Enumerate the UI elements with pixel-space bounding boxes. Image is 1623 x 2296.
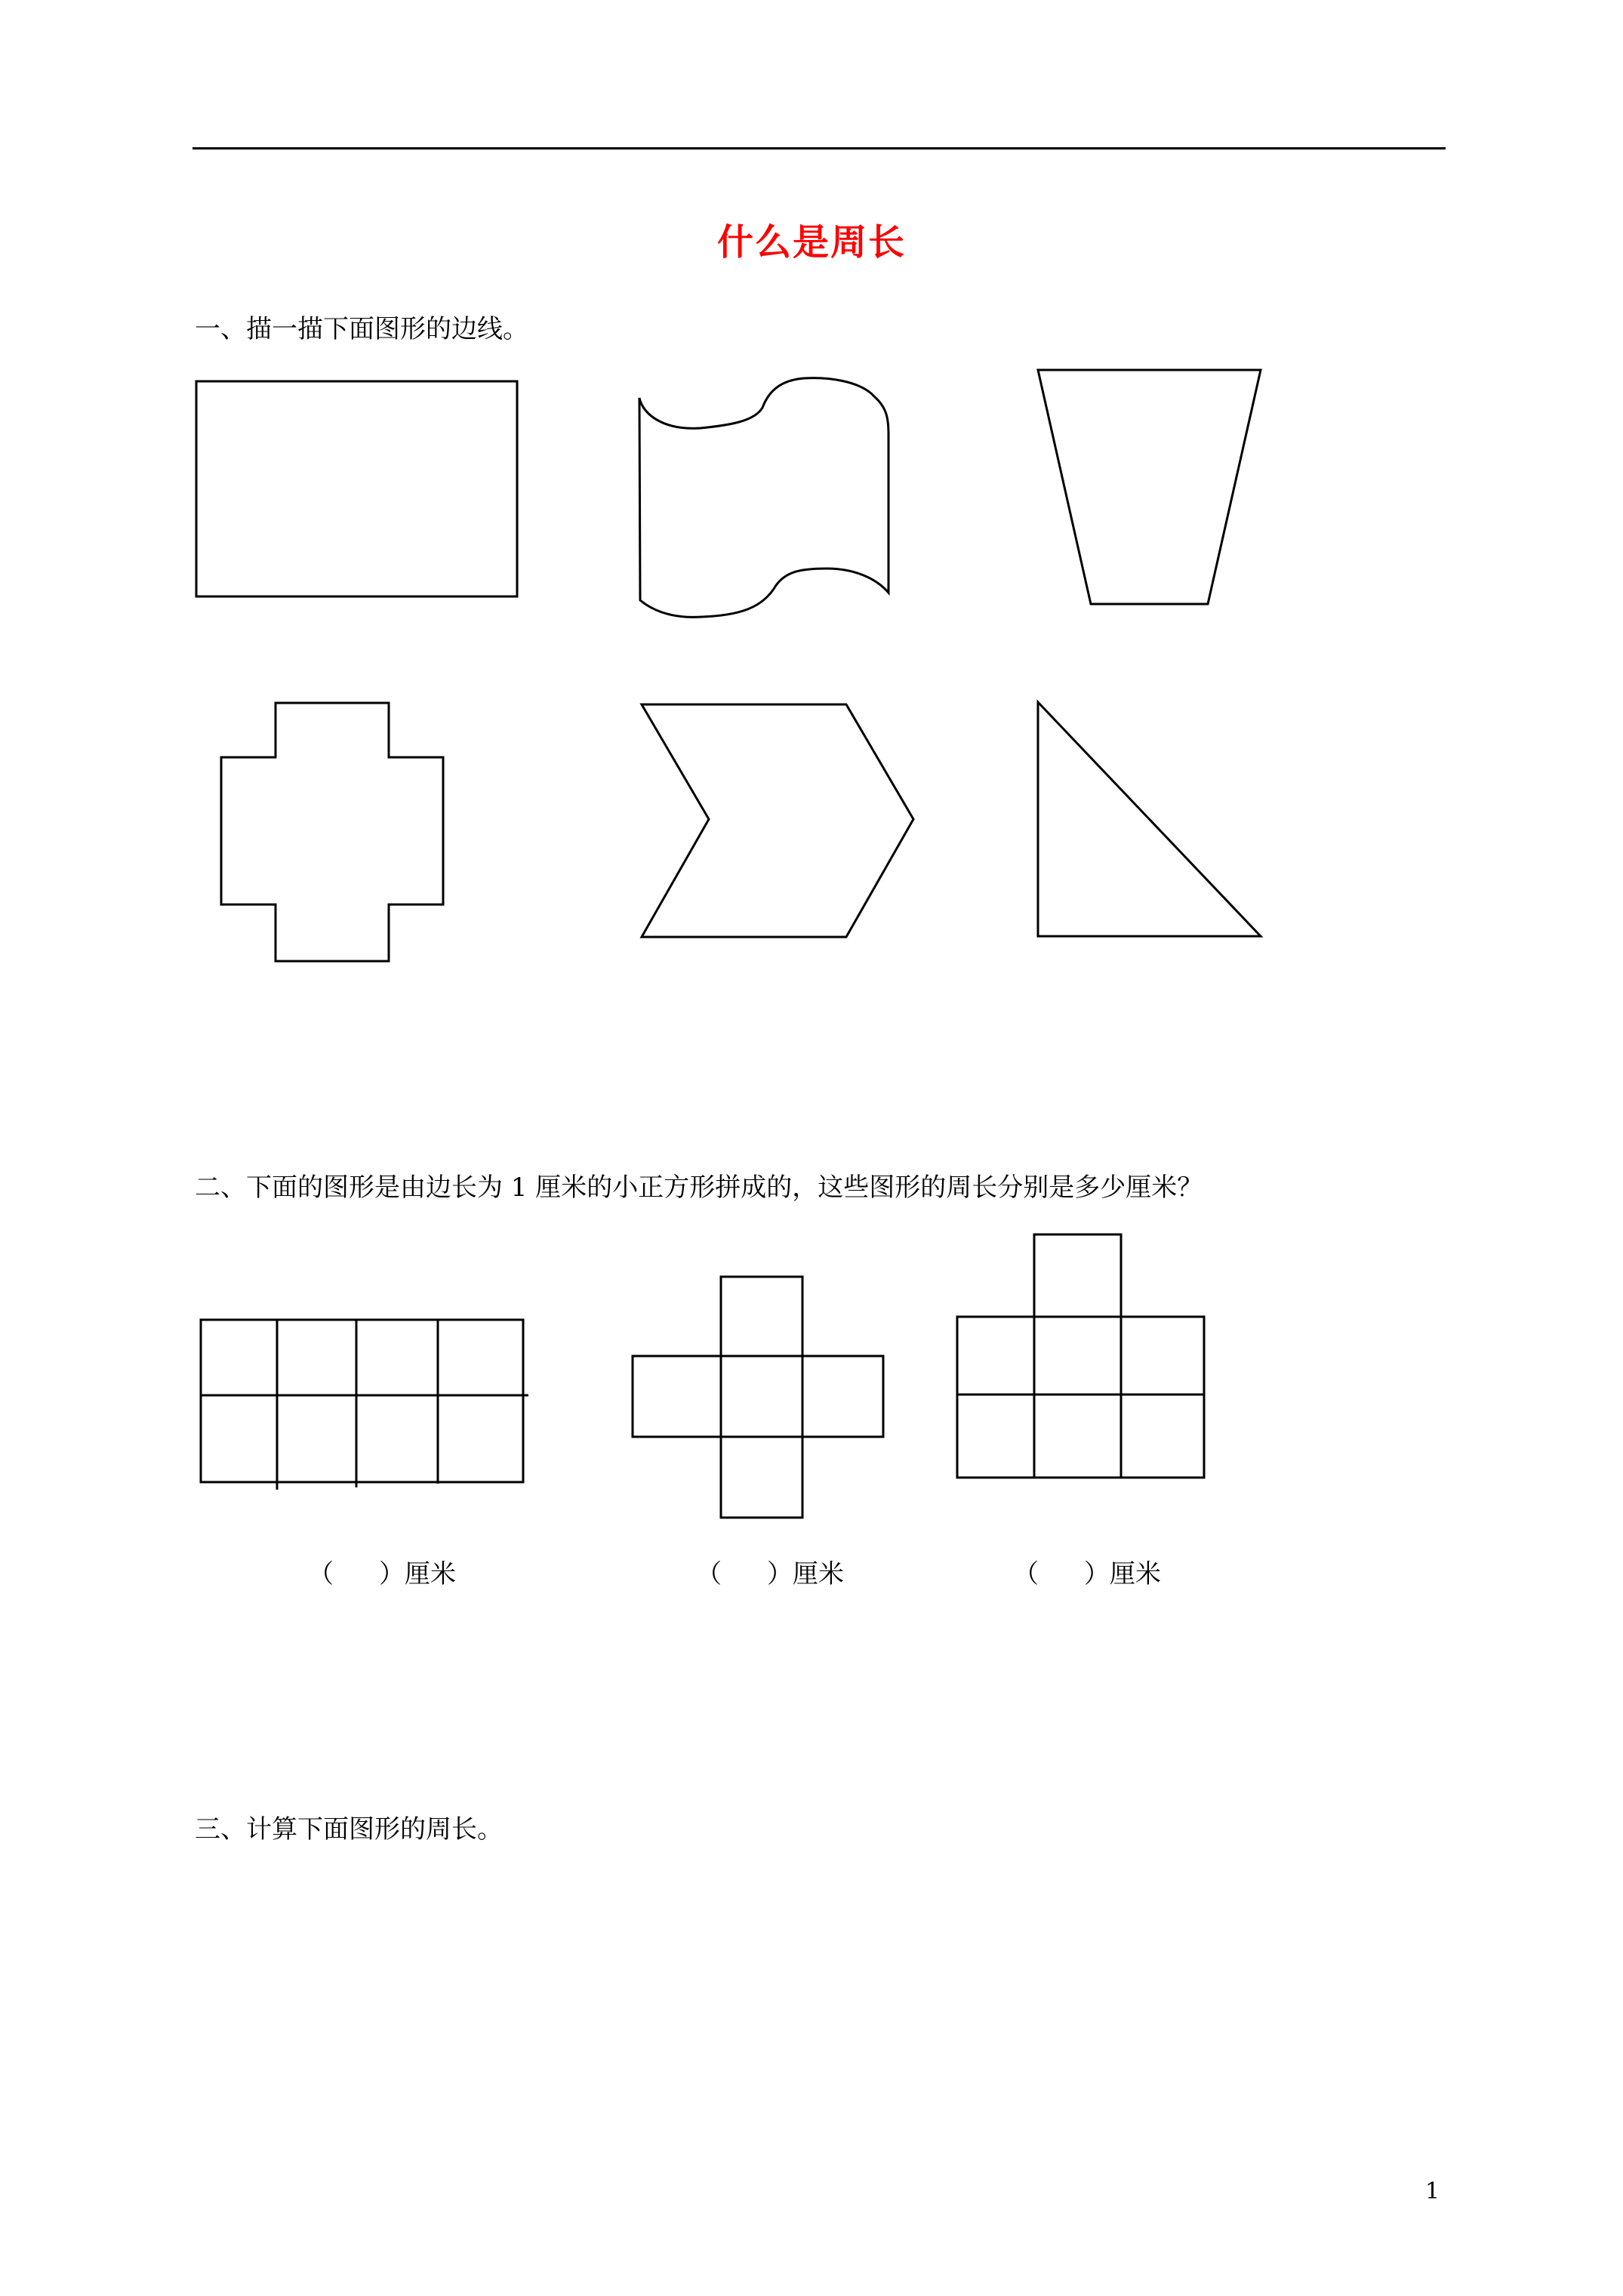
chevron-icon [638, 701, 917, 942]
answer-close-paren: ） [767, 1559, 793, 1589]
answer-unit: 厘米 [405, 1559, 456, 1589]
grid-figure-cross [630, 1274, 887, 1524]
answer-close-paren: ） [379, 1559, 405, 1589]
page-number: 1 [1425, 2178, 1440, 2205]
answer-open-paren: （ [1013, 1559, 1039, 1589]
answer-blank-2[interactable] [696, 1553, 844, 1590]
right-triangle-icon [1034, 698, 1268, 940]
section-3-heading: 三、计算下面图形的周长。 [195, 1814, 503, 1845]
grid-figure-rectangle [198, 1314, 530, 1495]
answer-unit: 厘米 [793, 1559, 844, 1589]
answer-open-paren: （ [696, 1559, 722, 1589]
trapezoid-icon [1034, 366, 1268, 608]
section-1-heading: 一、描一描下面图形的边线。 [195, 314, 528, 344]
section-2-heading: 二、下面的图形是由边长为 1 厘米的小正方形拼成的，这些图形的周长分别是多少厘米？ [195, 1173, 1203, 1203]
answer-unit: 厘米 [1110, 1559, 1161, 1589]
answer-blank-3[interactable] [1013, 1553, 1161, 1590]
answer-blank-1[interactable] [308, 1553, 456, 1590]
rectangle-icon [192, 378, 525, 604]
curved-sheet-icon [634, 374, 891, 623]
page-title: 什么是周长 [716, 221, 906, 264]
grid-figure-t-shape [955, 1232, 1212, 1481]
answer-open-paren: （ [308, 1559, 334, 1589]
answer-close-paren: ） [1084, 1559, 1110, 1589]
header-rule [192, 147, 1446, 149]
cross-icon [219, 701, 445, 965]
